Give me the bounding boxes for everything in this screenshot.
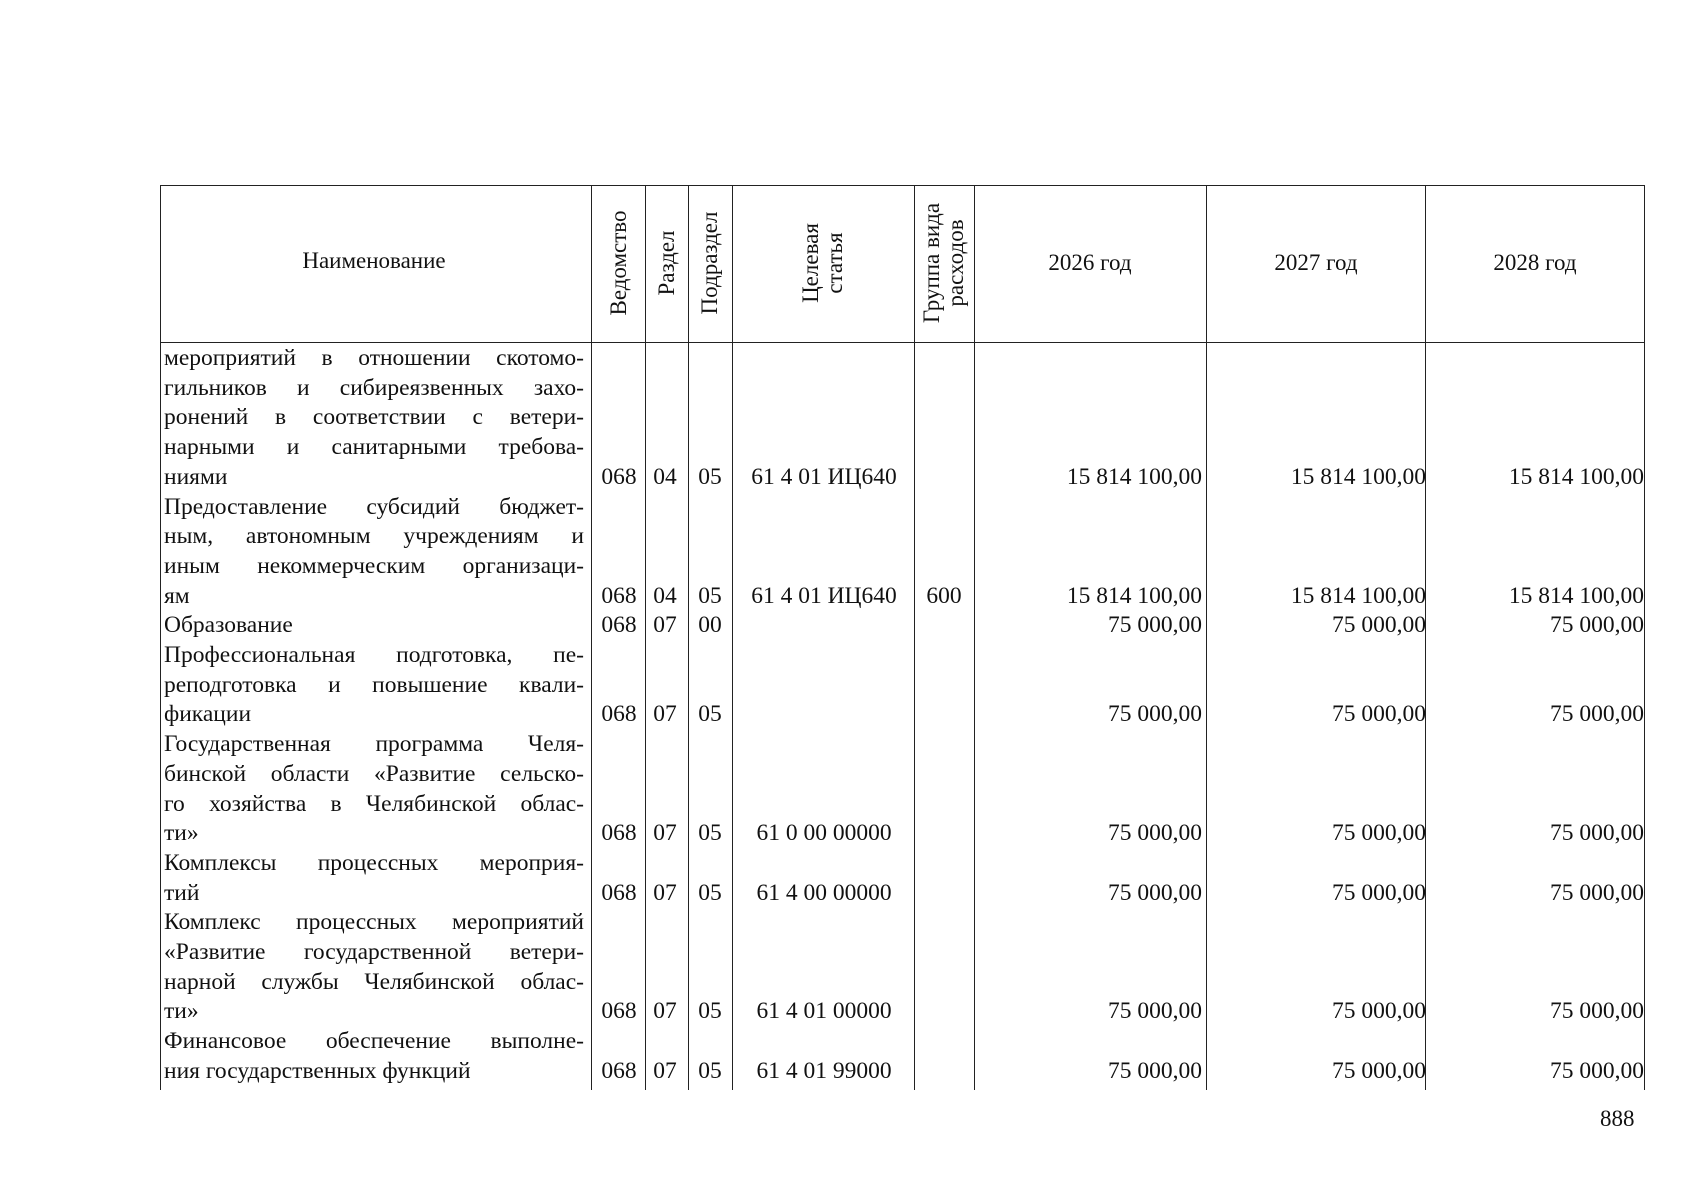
row-name-line: Комплексы процессных мероприя- [164,849,584,876]
row-amount-2026: 75 000,00 [1108,879,1202,906]
row-name [164,849,584,908]
row-name-line: Финансовое обеспечение выполне- [164,1028,584,1055]
row-name-line: Образование [164,612,293,639]
row-section: 04 [653,582,677,609]
row-name-line: Комплекс процессных мероприятий [164,909,584,936]
row-name-line: бинской области «Развитие сельско- [164,760,584,787]
row-name [164,641,584,730]
row-name-line: Предоставление субсидий бюджет- [164,493,584,520]
row-amount-2026: 75 000,00 [1108,820,1202,847]
row-target: 61 4 00 00000 [756,879,892,906]
row-amount-2027: 15 814 100,00 [1290,582,1426,609]
row-section: 07 [653,1057,677,1084]
row-name [164,730,584,849]
row-name-line: ния государственных функций [164,1057,471,1084]
row-target: 61 0 00 00000 [756,820,892,847]
header-section: Раздел [654,230,679,296]
row-subsection: 05 [698,879,722,906]
row-amount-2026: 15 814 100,00 [1066,582,1202,609]
row-section: 07 [653,820,677,847]
row-amount-2028: 75 000,00 [1550,998,1644,1025]
row-amount-2028: 75 000,00 [1550,1057,1644,1084]
row-amount-2027: 75 000,00 [1332,612,1426,639]
row-section: 07 [653,879,677,906]
row-section: 07 [653,701,677,728]
table-row [0,493,1696,612]
row-subsection: 05 [698,582,722,609]
row-target: 61 4 01 99000 [756,1057,892,1084]
row-amount-2026: 75 000,00 [1108,701,1202,728]
table-top-border [160,185,1644,186]
row-name-line: нарными и санитарными требова- [164,434,584,461]
row-name-line: «Развитие государственной ветери- [164,939,584,965]
header-group [920,203,968,323]
row-amount-2028: 75 000,00 [1550,820,1644,847]
row-dept: 068 [601,582,637,609]
row-name-line: мероприятий в отношении скотомо- [164,345,584,371]
row-amount-2028: 75 000,00 [1550,701,1644,728]
table-row [0,611,1696,641]
row-dept: 068 [601,998,637,1025]
header-target-line1: Целевая [798,223,823,303]
row-name [164,908,584,1027]
row-name-line: ти» [164,820,199,847]
row-subsection: 05 [698,1057,722,1084]
row-name-line: Государственная программа Челя- [164,731,584,758]
table-row [0,730,1696,849]
row-amount-2026: 75 000,00 [1108,1057,1202,1084]
row-subsection: 00 [698,612,722,639]
row-amount-2027: 75 000,00 [1332,998,1426,1025]
header-group-line1: Группа вида [919,202,944,324]
row-name-line: го хозяйства в Челябинской облас- [164,790,584,817]
header-target-line2: статья [822,232,847,294]
row-amount-2027: 15 814 100,00 [1290,463,1426,490]
row-section: 04 [653,463,677,490]
row-name-line: фикации [164,701,252,728]
header-subsection: Подраздел [697,211,722,315]
row-name [164,611,584,641]
header-group-line2: расходов [943,219,968,307]
row-section: 07 [653,612,677,639]
row-amount-2026: 75 000,00 [1108,612,1202,639]
table-row [0,908,1696,1027]
row-amount-2028: 15 814 100,00 [1508,582,1644,609]
row-dept: 068 [601,820,637,847]
row-target: 61 4 01 00000 [756,998,892,1025]
row-amount-2027: 75 000,00 [1332,820,1426,847]
row-amount-2028: 75 000,00 [1550,879,1644,906]
row-name-line: ям [164,582,190,609]
header-year-2027: 2027 год [1274,250,1358,275]
row-subsection: 05 [698,820,722,847]
row-amount-2027: 75 000,00 [1332,1057,1426,1084]
row-amount-2028: 15 814 100,00 [1508,463,1644,490]
row-amount-2026: 15 814 100,00 [1066,463,1202,490]
row-dept: 068 [601,463,637,490]
row-name [164,493,584,612]
header-year-2028: 2028 год [1493,250,1577,275]
header-bottom-border [160,342,1644,343]
header-target [799,223,847,303]
page-number: 888 [1600,1106,1635,1131]
row-name-line: реподготовка и повышение квали- [164,671,584,698]
row-section: 07 [653,998,677,1025]
table-row [0,344,1696,493]
row-dept: 068 [601,1057,637,1084]
header-dept: Ведомство [606,210,631,316]
row-dept: 068 [601,612,637,639]
row-name-line: ти» [164,998,199,1025]
row-dept: 068 [601,879,637,906]
row-amount-2028: 75 000,00 [1550,612,1644,639]
table-row [0,641,1696,730]
row-name-line: ным, автономным учреждениям и [164,523,584,550]
row-amount-2027: 75 000,00 [1332,879,1426,906]
table-row [0,849,1696,908]
header-name: Наименование [302,248,446,273]
row-name-line: тий [164,879,200,906]
row-target: 61 4 01 ИЦ640 [751,463,897,490]
row-amount-2026: 75 000,00 [1108,998,1202,1025]
row-name-line: ниями [164,463,228,490]
row-name [164,1027,584,1086]
row-dept: 068 [601,701,637,728]
row-target: 61 4 01 ИЦ640 [751,582,897,609]
row-amount-2027: 75 000,00 [1332,701,1426,728]
row-name-line: Профессиональная подготовка, пе- [164,642,584,668]
row-name [164,344,584,493]
row-name-line: иным некоммерческим организаци- [164,552,584,579]
header-year-2026: 2026 год [1048,250,1132,275]
row-name-line: гильников и сибиреязвенных захо- [164,374,584,401]
row-name-line: нарной службы Челябинской облас- [164,968,584,995]
table-row [0,1027,1696,1086]
row-group: 600 [926,582,962,609]
row-subsection: 05 [698,463,722,490]
row-name-line: ронений в соответствии с ветери- [164,404,584,431]
row-subsection: 05 [698,701,722,728]
row-subsection: 05 [698,998,722,1025]
